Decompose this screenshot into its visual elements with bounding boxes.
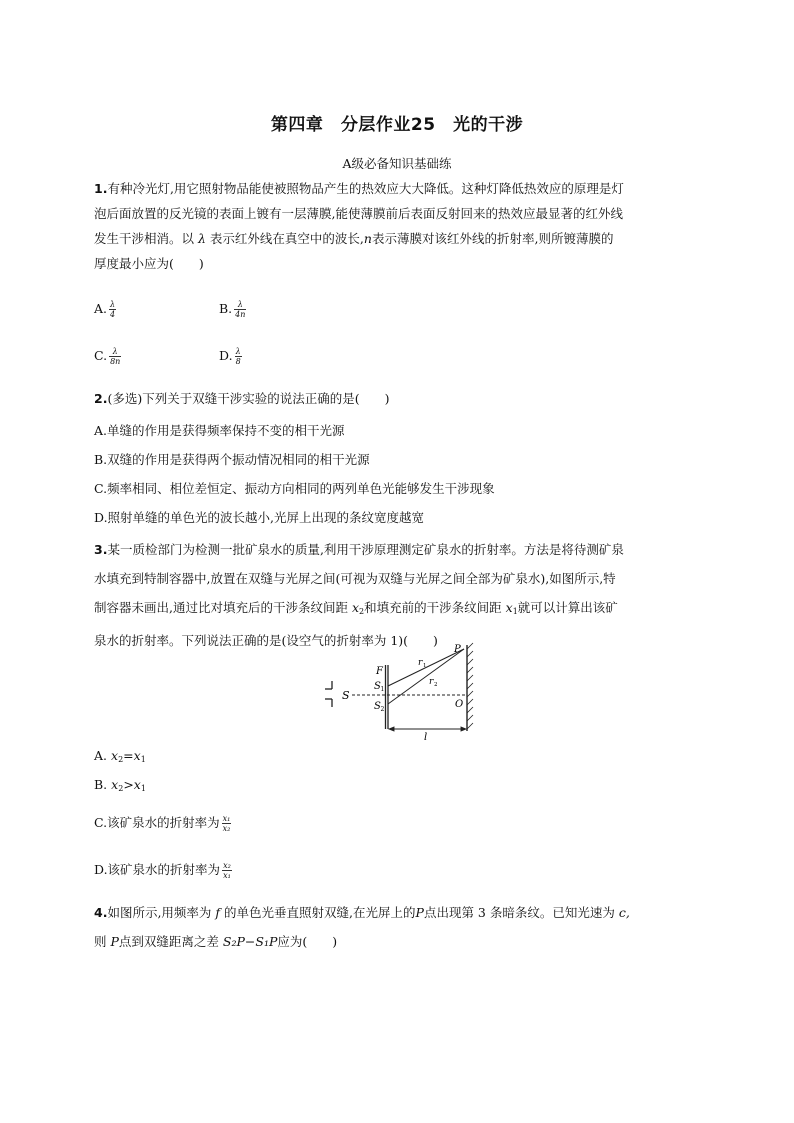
x-symbol: x [133, 748, 141, 763]
x-symbol: x [133, 777, 141, 792]
fraction-numerator: λ [235, 347, 241, 356]
label-o: O [455, 699, 464, 710]
fraction-numerator: x₁ [222, 814, 231, 823]
subscript: 1 [140, 784, 146, 793]
q3-option-b [94, 776, 146, 798]
double-slit-diagram [312, 641, 492, 741]
x-symbol: x [111, 748, 119, 763]
fraction-numerator: λ [110, 300, 116, 309]
x-symbol: x [111, 777, 119, 792]
q3-option-d [94, 861, 232, 880]
label-f: F [376, 666, 383, 677]
q4-text: 点到双缝距离之差 [118, 934, 219, 949]
subscript: 1 [140, 755, 146, 764]
p-symbol: P [415, 905, 424, 920]
fraction [235, 347, 242, 366]
fraction [109, 300, 116, 319]
fraction-denominator: 4n [235, 310, 246, 319]
single-slit-icon [325, 681, 332, 707]
q2-options [94, 416, 700, 532]
option-text: D.该矿泉水的折射率为 [94, 862, 221, 877]
q4-text: 如图所示,用频率为 [107, 905, 212, 920]
label-s2: S [374, 701, 381, 712]
fraction-numerator: λ [109, 347, 121, 357]
q3-option-c [94, 814, 231, 833]
subscript: 1 [512, 607, 518, 616]
distance-l-arrow [389, 727, 466, 731]
q4-line-2 [94, 927, 700, 956]
option-text: C.该矿泉水的折射率为 [94, 815, 220, 830]
fraction [234, 300, 246, 319]
q3-text: 和填充前的干涉条纹间距 [364, 600, 502, 615]
q1-option-b [219, 300, 246, 319]
option-label: D. [219, 348, 233, 363]
question-2 [94, 386, 700, 411]
label-r1-sub: 1 [423, 663, 427, 669]
fraction-numerator: λ [234, 300, 246, 310]
label-r2-sub: 2 [434, 682, 438, 688]
label-s1-sub: 1 [380, 686, 385, 693]
q1-line-1 [94, 176, 700, 201]
section-title: A级必备知识基础练 [342, 156, 452, 171]
n-symbol: n [363, 231, 372, 246]
fraction-denominator: x₁ [223, 871, 231, 880]
fraction [222, 814, 232, 833]
q3-text: 某一质检部门为检测一批矿泉水的质量,利用干涉原理测定矿泉水的折射率。方法是将待测矿泉 [107, 542, 624, 557]
subscript: 2 [118, 784, 124, 793]
label-s: S [342, 689, 350, 702]
q3-line-4: 泉水的折射率。下列说法正确的是(设空气的折射率为 1)( ) [94, 633, 438, 648]
ray-r2 [388, 649, 464, 704]
fraction-denominator: 8n [110, 357, 121, 366]
q1-text: 有种冷光灯,用它照射物品能使被照物品产生的热效应大大降低。这种灯降低热效应的原理是灯 [107, 181, 624, 196]
q2-text: (多选)下列关于双缝干涉实验的说法正确的是( ) [107, 391, 390, 406]
q3-text: 制容器未画出,通过比对填充后的干涉条纹间距 [94, 600, 348, 615]
q4-line-1 [94, 898, 700, 927]
q1-text: 表示红外线在真空中的波长, [209, 231, 364, 246]
q1-line-2: 泡后面放置的反光镜的表面上镀有一层薄膜,能使薄膜前后表面反射回来的热效应最显著的红外线 [94, 206, 623, 221]
q4-text: 的单色光垂直照射双缝,在光屏上的 [224, 905, 416, 920]
q2-stem [94, 386, 700, 411]
label-r1: r [418, 658, 423, 668]
option-label: A. [94, 301, 108, 316]
q2-option-a: A.单缝的作用是获得频率保持不变的相干光源 [94, 423, 345, 438]
q3-text: 就可以计算出该矿 [517, 600, 618, 615]
x-symbol: x [351, 600, 360, 615]
screen-icon [467, 643, 473, 731]
q1-option-d [219, 347, 242, 366]
label-p: P [454, 644, 461, 655]
fraction-denominator: x₂ [222, 824, 231, 833]
subscript: 2 [118, 755, 124, 764]
option-label: B. [94, 777, 108, 792]
q4-text: 应为( ) [277, 934, 338, 949]
question-4 [94, 898, 700, 956]
question-3 [94, 535, 700, 655]
question-1 [94, 176, 700, 276]
question-number: 4. [94, 905, 108, 920]
q3-line-1 [94, 535, 700, 564]
q3-option-a [94, 747, 146, 769]
question-number: 1. [94, 181, 108, 196]
c-symbol: c, [618, 905, 630, 920]
option-label: A. [94, 748, 108, 763]
relation-sign: = [123, 748, 134, 763]
relation-sign: > [123, 777, 134, 792]
option-label: B. [219, 301, 233, 316]
q1-option-a [94, 300, 116, 319]
fraction-denominator: 8 [235, 357, 241, 366]
label-s1: S [374, 681, 381, 692]
label-s2-sub: 2 [380, 706, 385, 713]
x-symbol: x [505, 600, 513, 615]
p-symbol: P [110, 934, 119, 949]
subscript: 2 [359, 607, 365, 616]
f-symbol: f [215, 905, 221, 920]
page-title: 第四章 分层作业25 光的干涉 [270, 115, 524, 135]
fraction-numerator: x₂ [223, 861, 231, 870]
q1-option-c [94, 347, 121, 366]
fraction [222, 861, 232, 880]
q1-line-3 [94, 226, 700, 251]
q2-option-d: D.照射单缝的单色光的波长越小,光屏上出现的条纹宽度越宽 [94, 510, 425, 525]
label-l: l [424, 732, 428, 741]
q2-option-b: B.双缝的作用是获得两个振动情况相同的相干光源 [94, 452, 370, 467]
q1-text: 表示薄膜对该红外线的折射率,则所镀薄膜的 [371, 231, 614, 246]
distance-difference-expr: S₂P−S₁P [222, 934, 278, 949]
lambda-symbol: λ [198, 231, 206, 246]
question-number: 3. [94, 542, 108, 557]
fraction [109, 347, 121, 366]
q3-line-3 [94, 593, 700, 626]
q2-option-c: C.频率相同、相位差恒定、振动方向相同的两列单色光能够发生干涉现象 [94, 481, 495, 496]
q4-text: 点出现第 3 条暗条纹。已知光速为 [423, 905, 615, 920]
question-number: 2. [94, 391, 108, 406]
q3-line-2: 水填充到特制容器中,放置在双缝与光屏之间(可视为双缝与光屏之间全部为矿泉水),如图所示,特 [94, 571, 616, 586]
label-r2: r [429, 677, 434, 687]
q1-line-4: 厚度最小应为( ) [94, 256, 204, 271]
q1-text: 发生干涉相消。以 [94, 231, 195, 246]
fraction-denominator: 4 [110, 310, 116, 319]
q4-text: 则 [94, 934, 107, 949]
option-label: C. [94, 348, 108, 363]
